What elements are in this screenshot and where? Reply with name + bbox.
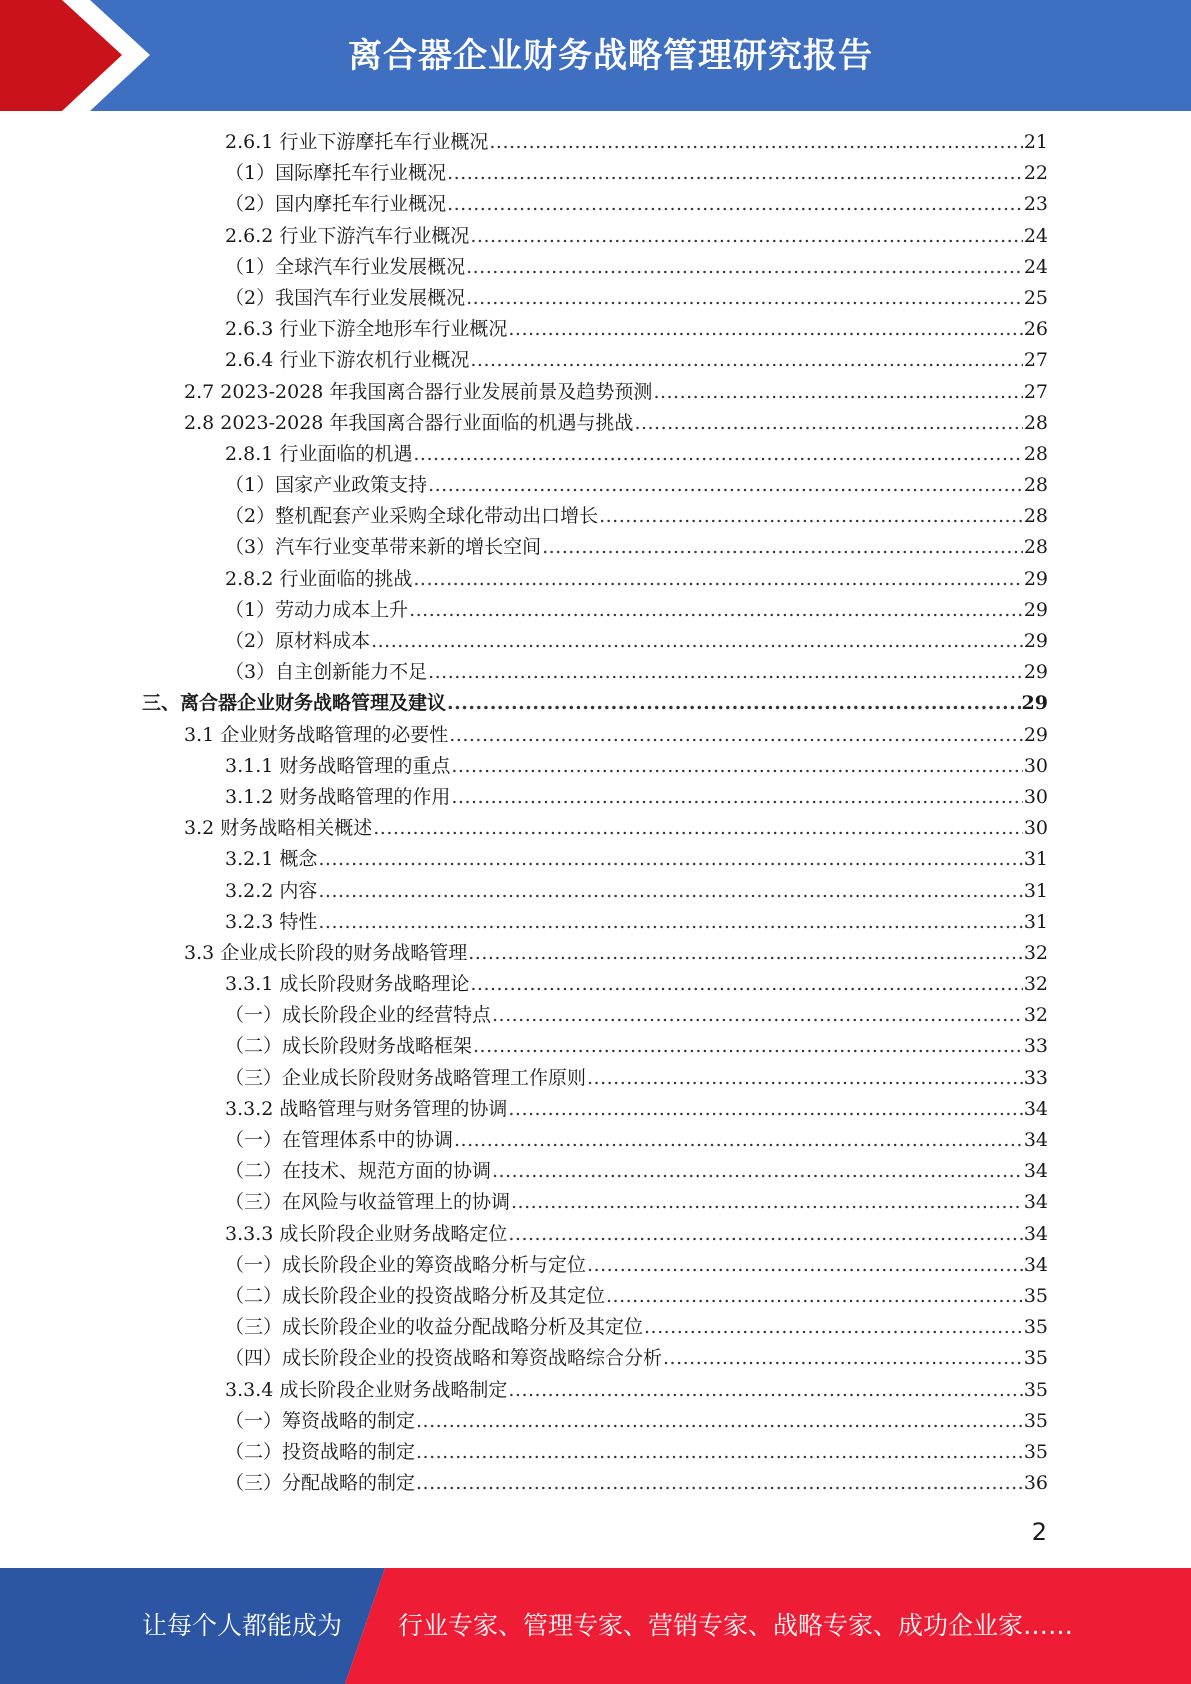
toc-entry-page: 28 <box>1023 505 1048 528</box>
table-of-contents <box>0 127 1191 1499</box>
toc-entry[interactable] <box>0 782 1191 813</box>
toc-entry-title: 3.3.4 成长阶段企业财务战略制定 <box>225 1378 508 1401</box>
toc-entry-title: 2.6.2 行业下游汽车行业概况 <box>225 224 470 247</box>
toc-dot-leader <box>587 1250 1023 1281</box>
toc-entry-title: （1）国家产业政策支持 <box>225 474 428 497</box>
toc-entry-title: （2）我国汽车行业发展概况 <box>225 286 466 309</box>
toc-dot-leader <box>606 1281 1023 1312</box>
toc-dot-leader <box>542 532 1023 563</box>
toc-dot-leader <box>508 1094 1022 1125</box>
toc-entry-title: 3.2.3 特性 <box>225 910 318 933</box>
toc-entry-title: （2）原材料成本 <box>225 630 371 652</box>
toc-entry-page: 32 <box>1023 1004 1048 1027</box>
toc-dot-leader <box>416 1437 1023 1468</box>
toc-dot-leader <box>599 501 1023 532</box>
footer-slogan-left: 让每个人都能成为 <box>142 1611 343 1640</box>
toc-entry[interactable] <box>0 532 1191 563</box>
toc-entry-page: 29 <box>1023 723 1048 746</box>
toc-dot-leader <box>373 813 1023 844</box>
toc-entry[interactable] <box>0 720 1191 751</box>
toc-entry[interactable] <box>0 751 1191 782</box>
toc-entry-title: 3.2.1 概念 <box>225 848 318 871</box>
toc-entry[interactable] <box>0 1281 1191 1312</box>
toc-entry-title: 3.2 财务战略相关概述 <box>184 817 373 840</box>
toc-dot-leader <box>470 345 1022 376</box>
toc-entry[interactable] <box>0 688 1191 719</box>
toc-entry-page: 34 <box>1023 1222 1048 1245</box>
toc-entry-title: 3.1.1 财务战略管理的重点 <box>225 754 451 777</box>
toc-entry-title: （二）成长阶段企业的投资战略分析及其定位 <box>225 1284 606 1307</box>
toc-entry-page: 24 <box>1023 255 1048 278</box>
header-banner <box>0 0 1191 111</box>
toc-entry-page: 35 <box>1023 1347 1048 1370</box>
toc-entry-page: 32 <box>1023 941 1048 964</box>
toc-dot-leader <box>492 1156 1023 1187</box>
toc-dot-leader <box>428 657 1023 688</box>
toc-dot-leader <box>318 907 1022 938</box>
toc-dot-leader <box>413 564 1022 595</box>
toc-entry[interactable] <box>0 1125 1191 1156</box>
toc-entry-title: （四）成长阶段企业的投资战略和筹资战略综合分析 <box>225 1347 663 1370</box>
toc-entry-title: （三）企业成长阶段财务战略管理工作原则 <box>225 1066 587 1089</box>
footer-slogan-right: 行业专家、管理专家、营销专家、战略专家、成功企业家…… <box>398 1611 1074 1640</box>
toc-entry[interactable] <box>0 1343 1191 1374</box>
toc-entry-page: 31 <box>1023 848 1048 871</box>
toc-entry[interactable] <box>0 1250 1191 1281</box>
toc-entry-title: 3.3.1 成长阶段财务战略理论 <box>225 973 470 996</box>
toc-entry[interactable] <box>0 907 1191 938</box>
toc-entry-title: 2.8.1 行业面临的机遇 <box>225 442 413 465</box>
toc-entry[interactable] <box>0 252 1191 283</box>
toc-dot-leader <box>473 1031 1023 1062</box>
toc-entry-page: 28 <box>1023 474 1048 497</box>
toc-entry[interactable] <box>0 158 1191 189</box>
toc-entry-page: 35 <box>1023 1378 1048 1401</box>
toc-dot-leader <box>447 688 1021 719</box>
toc-dot-leader <box>449 720 1023 751</box>
toc-entry-page: 31 <box>1023 910 1048 933</box>
toc-dot-leader <box>371 626 1023 657</box>
page-number: 2 <box>1031 1518 1047 1546</box>
toc-entry[interactable] <box>0 1468 1191 1499</box>
toc-entry-title: （二）在技术、规范方面的协调 <box>225 1160 492 1183</box>
toc-entry[interactable] <box>0 1187 1191 1218</box>
toc-dot-leader <box>511 1187 1023 1218</box>
toc-entry-page: 33 <box>1023 1066 1048 1089</box>
toc-entry[interactable] <box>0 439 1191 470</box>
toc-entry-title: 3.3 企业成长阶段的财务战略管理 <box>184 941 468 964</box>
toc-entry-title: 2.8.2 行业面临的挑战 <box>225 567 413 590</box>
toc-entry-title: （三）成长阶段企业的收益分配战略分析及其定位 <box>225 1316 644 1339</box>
toc-entry-page: 34 <box>1023 1097 1048 1120</box>
page-title: 离合器企业财务战略管理研究报告 <box>348 36 873 76</box>
toc-entry-title: 2.6.3 行业下游全地形车行业概况 <box>225 318 508 341</box>
toc-entry[interactable] <box>0 595 1191 626</box>
toc-dot-leader <box>413 439 1022 470</box>
toc-entry-page: 34 <box>1023 1253 1048 1276</box>
toc-entry-page: 27 <box>1023 380 1048 403</box>
toc-dot-leader <box>447 189 1023 220</box>
toc-entry-page: 33 <box>1023 1035 1048 1058</box>
toc-entry-page: 36 <box>1023 1472 1048 1495</box>
toc-dot-leader <box>489 127 1022 158</box>
toc-entry-page: 30 <box>1023 754 1048 777</box>
toc-entry-page: 30 <box>1023 817 1048 840</box>
toc-entry-title: （一）成长阶段企业的筹资战略分析与定位 <box>225 1253 587 1276</box>
toc-dot-leader <box>470 221 1022 252</box>
toc-entry-page: 35 <box>1023 1409 1048 1432</box>
toc-entry-page: 24 <box>1023 224 1048 247</box>
toc-entry-page: 29 <box>1023 661 1048 684</box>
toc-entry-page: 32 <box>1023 973 1048 996</box>
toc-entry-title: （二）成长阶段财务战略框架 <box>225 1035 473 1058</box>
toc-entry-title: （一）筹资战略的制定 <box>225 1409 416 1432</box>
toc-dot-leader <box>653 377 1022 408</box>
toc-entry[interactable] <box>0 189 1191 220</box>
toc-entry-title: 2.6.1 行业下游摩托车行业概况 <box>225 131 489 153</box>
toc-entry-title: （2）整机配套产业采购全球化带动出口增长 <box>225 505 599 528</box>
toc-entry[interactable] <box>0 1000 1191 1031</box>
toc-entry-page: 35 <box>1023 1440 1048 1463</box>
toc-entry[interactable] <box>0 377 1191 408</box>
toc-entry[interactable] <box>0 564 1191 595</box>
toc-entry-page: 29 <box>1023 598 1048 621</box>
toc-entry[interactable] <box>0 626 1191 657</box>
toc-entry-title: （三）分配战略的制定 <box>225 1472 416 1495</box>
toc-entry-page: 22 <box>1023 162 1048 185</box>
toc-entry-title: 3.3.2 战略管理与财务管理的协调 <box>225 1097 508 1120</box>
footer-banner <box>0 1568 1191 1684</box>
toc-dot-leader <box>318 844 1022 875</box>
toc-entry-title: 3.3.3 成长阶段企业财务战略定位 <box>225 1222 508 1245</box>
toc-dot-leader <box>451 751 1022 782</box>
toc-entry-title: 2.7 2023-2028 年我国离合器行业发展前景及趋势预测 <box>184 380 653 403</box>
toc-dot-leader <box>492 1000 1023 1031</box>
toc-dot-leader <box>447 158 1023 189</box>
toc-entry-title: （1）劳动力成本上升 <box>225 598 409 621</box>
toc-dot-leader <box>644 1312 1023 1343</box>
toc-entry[interactable] <box>0 876 1191 907</box>
toc-entry[interactable] <box>0 938 1191 969</box>
toc-entry-page: 27 <box>1023 349 1048 372</box>
toc-entry-title: （1）全球汽车行业发展概况 <box>225 255 466 278</box>
toc-entry-title: （3）汽车行业变革带来新的增长空间 <box>225 536 542 559</box>
toc-entry-page: 35 <box>1023 1316 1048 1339</box>
toc-dot-leader <box>318 876 1022 907</box>
toc-dot-leader <box>508 1375 1022 1406</box>
toc-dot-leader <box>634 408 1022 439</box>
toc-entry[interactable] <box>0 969 1191 1000</box>
toc-entry[interactable] <box>0 1375 1191 1406</box>
toc-entry[interactable] <box>0 345 1191 376</box>
toc-entry-title: 2.8 2023-2028 年我国离合器行业面临的机遇与挑战 <box>184 411 634 434</box>
toc-entry-title: （2）国内摩托车行业概况 <box>225 193 447 216</box>
toc-dot-leader <box>663 1343 1023 1374</box>
toc-entry-title: （三）在风险与收益管理上的协调 <box>225 1191 511 1214</box>
toc-entry-title: （3）自主创新能力不足 <box>225 661 428 684</box>
toc-entry[interactable] <box>0 1094 1191 1125</box>
toc-entry[interactable] <box>0 501 1191 532</box>
toc-entry-page: 25 <box>1023 286 1048 309</box>
toc-dot-leader <box>470 969 1022 1000</box>
toc-dot-leader <box>468 938 1023 969</box>
toc-entry-page: 29 <box>1023 567 1048 590</box>
toc-entry[interactable] <box>0 470 1191 501</box>
toc-entry[interactable] <box>0 408 1191 439</box>
toc-dot-leader <box>466 252 1023 283</box>
toc-dot-leader <box>416 1468 1023 1499</box>
toc-entry-page: 23 <box>1023 193 1048 216</box>
toc-entry-page: 26 <box>1023 318 1048 341</box>
toc-dot-leader <box>428 470 1023 501</box>
toc-entry[interactable] <box>0 127 1191 158</box>
toc-dot-leader <box>508 314 1022 345</box>
toc-entry-title: 三、离合器企业财务战略管理及建议 <box>142 692 447 715</box>
toc-entry-page: 34 <box>1023 1191 1048 1214</box>
toc-entry[interactable] <box>0 657 1191 688</box>
toc-entry[interactable] <box>0 1219 1191 1250</box>
toc-entry[interactable] <box>0 1063 1191 1094</box>
toc-entry[interactable] <box>0 844 1191 875</box>
toc-entry-title: 3.1.2 财务战略管理的作用 <box>225 785 451 808</box>
toc-entry[interactable] <box>0 1156 1191 1187</box>
toc-entry[interactable] <box>0 314 1191 345</box>
toc-entry[interactable] <box>0 1437 1191 1468</box>
toc-entry-title: （1）国际摩托车行业概况 <box>225 162 447 185</box>
toc-dot-leader <box>508 1219 1022 1250</box>
toc-entry-page: 29 <box>1023 630 1048 652</box>
toc-entry-title: （二）投资战略的制定 <box>225 1440 416 1463</box>
toc-entry-page: 28 <box>1023 536 1048 559</box>
toc-entry-page: 28 <box>1023 411 1048 434</box>
toc-entry[interactable] <box>0 221 1191 252</box>
toc-entry-page: 31 <box>1023 879 1048 902</box>
toc-entry-page: 30 <box>1023 785 1048 808</box>
toc-entry-page: 35 <box>1023 1284 1048 1307</box>
toc-entry-page: 21 <box>1023 131 1048 153</box>
toc-entry-title: 2.6.4 行业下游农机行业概况 <box>225 349 470 372</box>
toc-dot-leader <box>466 283 1023 314</box>
toc-entry[interactable] <box>0 1031 1191 1062</box>
toc-dot-leader <box>451 782 1022 813</box>
toc-entry-page: 34 <box>1023 1160 1048 1183</box>
toc-dot-leader <box>454 1125 1023 1156</box>
toc-entry-page: 28 <box>1023 442 1048 465</box>
toc-entry-title: 3.1 企业财务战略管理的必要性 <box>184 723 449 746</box>
toc-entry[interactable] <box>0 813 1191 844</box>
toc-dot-leader <box>409 595 1023 626</box>
toc-entry[interactable] <box>0 1406 1191 1437</box>
toc-entry[interactable] <box>0 1312 1191 1343</box>
toc-entry-page: 29 <box>1021 692 1048 715</box>
toc-entry-title: （一）成长阶段企业的经营特点 <box>225 1004 492 1027</box>
toc-entry-title: （一）在管理体系中的协调 <box>225 1129 454 1151</box>
toc-entry[interactable] <box>0 283 1191 314</box>
toc-entry-title: 3.2.2 内容 <box>225 879 318 902</box>
toc-entry-page: 34 <box>1023 1129 1048 1151</box>
toc-dot-leader <box>416 1406 1023 1437</box>
toc-dot-leader <box>587 1063 1023 1094</box>
